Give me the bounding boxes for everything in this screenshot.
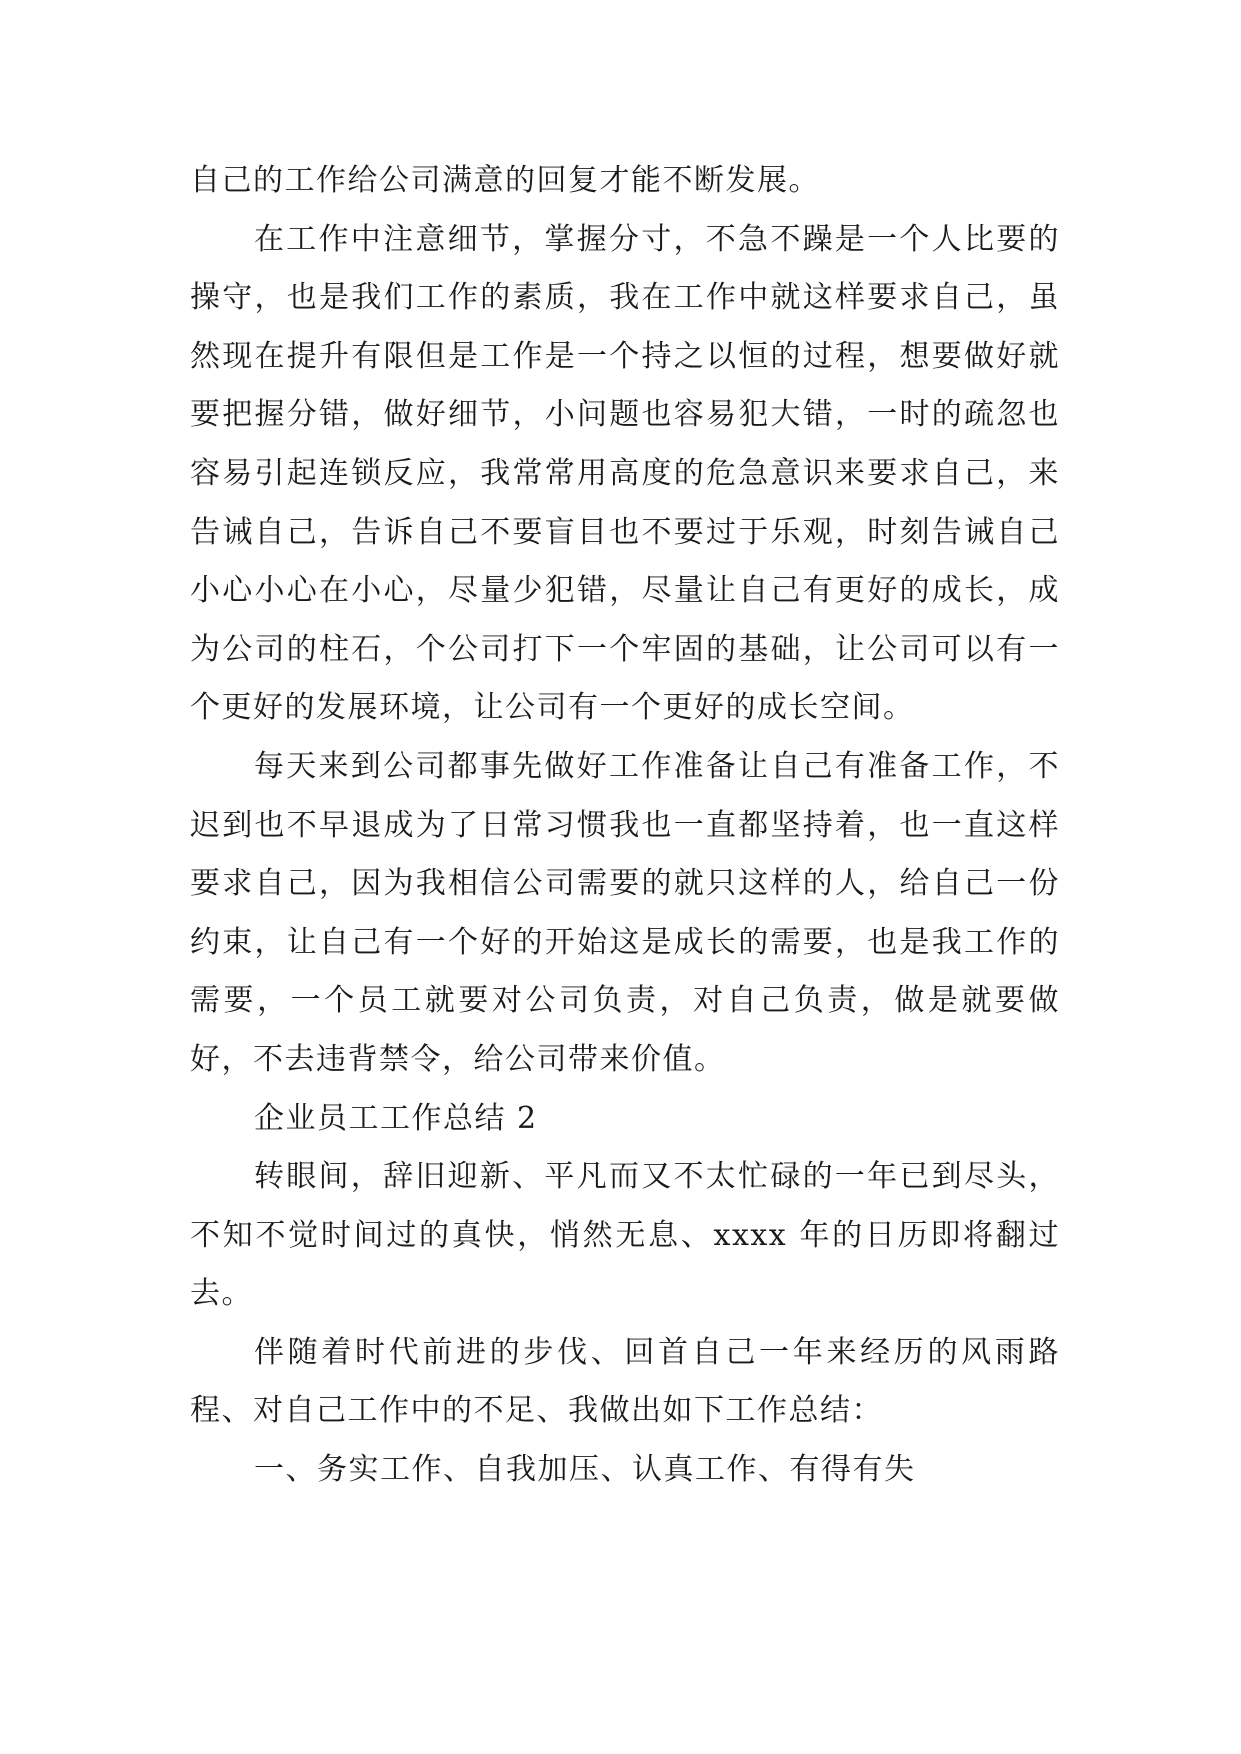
paragraph-year-end: 转眼间，辞旧迎新、平凡而又不太忙碌的一年已到尽头，不知不觉时间过的真快，悄然无息、xxxx 年的日历即将翻过去。 (190, 1159, 1060, 1312)
paragraph-summary-intro: 伴随着时代前进的步伐、回首自己一年来经历的风雨路程、对自己工作中的不足、我做出如下工作总结： (190, 1334, 1060, 1429)
section-title: 企业员工工作总结 2 (254, 1100, 538, 1136)
paragraph-attention-to-detail: 在工作中注意细节，掌握分寸，不急不躁是一个人比要的操守，也是我们工作的素质，我在工作中就这样要求自己，虽然现在提升有限但是工作是一个持之以恒的过程，想要做好就要把握分错，做好细节，小问题也容易犯大错，一时的疏忽也容易引起连锁反应，我常常用高度的危急意识来要求自己，来告诫自己，告诉自己不要盲目也不要过于乐观，时刻告诫自己小心小心在小心，尽量少犯错，尽量让自己有更好的成长，成为公司的柱石，个公司打下一个牢固的基础，让公司可以有一个更好的发展环境，让公司有一个更好的成长空间。 (190, 221, 1060, 726)
paragraph-continuation: 自己的工作给公司满意的回复才能不断发展。 (190, 163, 820, 198)
subsection-heading: 一、务实工作、自我加压、认真工作、有得有失 (254, 1452, 916, 1488)
document-body (190, 152, 1060, 1500)
paragraph-daily-preparation: 每天来到公司都事先做好工作准备让自己有准备工作，不迟到也不早退成为了日常习惯我也一直都坚持着，也一直这样要求自己，因为我相信公司需要的就只这样的人，给自己一份约束，让自己有一个好的开始这是成长的需要，也是我工作的需要，一个员工就要对公司负责，对自己负责，做是就要做好，不去违背禁令，给公司带来价值。 (190, 748, 1060, 1077)
